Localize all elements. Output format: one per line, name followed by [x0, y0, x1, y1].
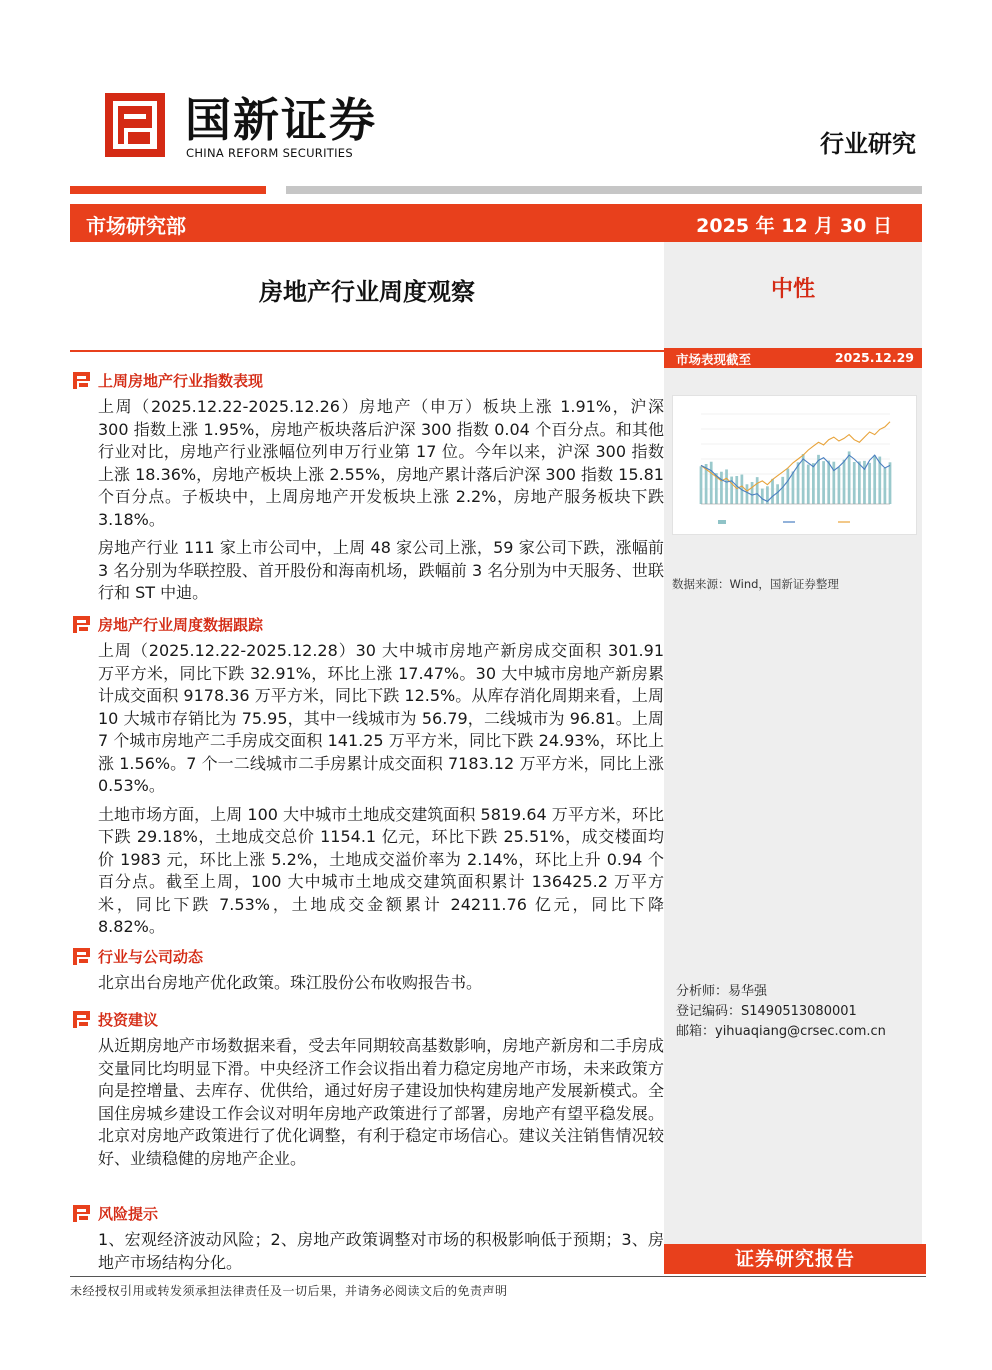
header-band: [70, 204, 922, 242]
section-risk-warning: [70, 1203, 664, 1274]
section-icon: [73, 372, 90, 389]
chart-bar: [700, 466, 703, 504]
chart-bar: [889, 462, 892, 504]
chart-bar: [858, 461, 861, 504]
brand-name: 国新证券: [185, 93, 377, 147]
chart-bar: [832, 462, 835, 504]
brand-logo: [105, 93, 165, 157]
section-weekly-data: [70, 614, 664, 939]
chart-bar: [827, 461, 830, 504]
chart-bar: [838, 467, 841, 504]
chart-bar: [868, 463, 871, 504]
chart-bar: [735, 476, 738, 504]
header-accent-bar: [70, 186, 266, 194]
footer-disclaimer: 未经授权引用或转发须承担法律责任及一切后果，并请务必阅读文后的免责声明: [70, 1284, 508, 1298]
report-type: 行业研究: [820, 130, 916, 158]
sidebar: [664, 242, 922, 1244]
chart-bar: [751, 482, 754, 504]
analyst-reg-no: 登记编码：S1490513080001: [676, 1004, 857, 1019]
section-title: 上周房地产行业指数表现: [98, 372, 264, 390]
paragraph: 1、宏观经济波动风险；2、房地产政策调整对市场的积极影响低于预期；3、房地产市场结构分化。: [98, 1230, 664, 1272]
section-title: 行业与公司动态: [98, 948, 204, 966]
header-grey-bar: [286, 186, 922, 194]
paragraph: 上周（2025.12.22-2025.12.28）30 大中城市房地产新房成交面积 301.91 万平方米，同比下跌 32.91%，环比上涨 17.47%。30 大中城市房地产新房累计成交面积 9178.36 万平方米，同比下跌 12.5%。从库存消化周期来看，上周 10 大城市存销比为 75.95，其中一线城市为 56.79，二线城市为 96.81。上周 7 个城市房地产二手房成交面积 141.25 万平方米，同比下跌 24.93%，环比上涨 1.56%。7 个一二线城市二手房累计成交面积 7183.12 万平方米，同比上涨 0.53%。: [98, 641, 664, 795]
chart-bar: [873, 455, 876, 504]
brand-name-en: CHINA REFORM SECURITIES: [186, 146, 353, 160]
section-icon: [73, 616, 90, 633]
page-title: 房地产行业周度观察: [259, 278, 475, 306]
paragraph: 土地市场方面，上周 100 大中城市土地成交建筑面积 5819.64 万平方米，环比下跌 29.18%，土地成交总价 1154.1 亿元，环比下跌 25.51%，成交楼面均价 1983 元，环比上涨 5.2%，土地成交溢价率为 2.14%，环比上升 0.94 个百分点。截至上周，100 大中城市土地成交建筑面积累计 136425.2 万平方米，同比下跌 7.53%，土地成交金额累计 24211.76 亿元，同比下降 8.82%。: [98, 804, 664, 936]
section-index-performance: [70, 370, 664, 605]
section-icon: [73, 948, 90, 965]
paragraph: 上周（2025.12.22-2025.12.26）房地产（申万）板块上涨 1.91%，沪深 300 指数上涨 1.95%，房地产板块落后沪深 300 指数 0.04 个百分点。和其他行业对比，房地产行业涨幅位列申万行业第 17 位。今年以来，沪深 300 指数上涨 18.36%，房地产板块上涨 2.55%，房地产累计落后沪深 300 指数 15.81 个百分点。子板块中，上周房地产开发板块上涨 2.2%，房地产服务板块下跌 3.18%。: [98, 397, 664, 529]
section-title: 房地产行业周度数据跟踪: [98, 616, 264, 634]
chart-bar: [761, 489, 764, 504]
chart-bar: [746, 484, 749, 504]
chart-bar: [771, 479, 774, 504]
chart-bar: [848, 451, 851, 504]
chart-bar: [884, 468, 887, 504]
analyst-email: 邮箱：yihuaqiang@crsec.com.cn: [676, 1024, 886, 1039]
rating-label: 中性: [770, 277, 815, 302]
footer-divider: [70, 1276, 926, 1277]
chart-bar: [756, 477, 759, 504]
chart-bar: [812, 463, 815, 504]
chart-bar: [853, 462, 856, 504]
report-label-bar: 证券研究报告: [664, 1244, 926, 1274]
paragraph: 从近期房地产市场数据来看，受去年同期较高基数影响，房地产新房和二手房成交量同比均明显下滑。中央经济工作会议指出着力稳定房地产市场，未来政策方向是控增量、去库存、优供给，通过好房子建设加快构建房地产发展新模式。全国住房城乡建设工作会议对明年房地产政策进行了部署，房地产有望平稳发展。北京对房地产政策进行了优化调整，有利于稳定市场信心。建议关注销售情况较好、业绩稳健的房地产企业。: [98, 1036, 664, 1168]
department-label: 市场研究部: [86, 214, 186, 238]
analyst-info: [676, 982, 886, 1042]
chart-bar: [807, 465, 810, 504]
divider: [70, 350, 664, 352]
paragraph: 房地产行业 111 家上市公司中，上周 48 家公司上涨，59 家公司下跌，涨幅前 3 名分别为华联控股、首开股份和海南机场，跌幅前 3 名分别为中天服务、世联行和 ST 中迪。: [98, 538, 664, 602]
chart-legend-swatch: [718, 520, 726, 524]
chart-bar: [710, 462, 713, 504]
chart-source: 数据来源：Wind，国新证券整理: [672, 577, 839, 591]
section-icon: [73, 1205, 90, 1222]
chart-bar: [720, 472, 723, 504]
market-performance-bar: [664, 348, 922, 368]
market-date: 2025.12.29: [834, 350, 914, 365]
report-date: 2025 年 12 月 30 日: [696, 215, 892, 237]
chart-bar: [822, 461, 825, 504]
market-chart: [672, 395, 917, 535]
chart-bar: [725, 469, 728, 504]
chart-bar: [786, 469, 789, 504]
paragraph: 北京出台房地产优化政策。珠江股份公布收购报告书。: [98, 973, 483, 992]
analyst-name: 分析师：易华强: [676, 984, 768, 999]
chart-series-line: [701, 422, 890, 491]
chart-series-line: [701, 455, 890, 501]
chart-bar: [802, 454, 805, 504]
chart-bar: [792, 471, 795, 504]
section-icon: [73, 1011, 90, 1028]
chart-bar: [843, 460, 846, 504]
chart-bar: [781, 477, 784, 504]
chart-bar: [797, 462, 800, 504]
section-investment-advice: [70, 1009, 664, 1170]
section-industry-news: [70, 946, 664, 995]
market-label: 市场表现截至: [676, 352, 752, 367]
chart-bar: [776, 484, 779, 504]
market-chart-svg: [673, 396, 918, 536]
section-title: 投资建议: [98, 1011, 159, 1029]
section-title: 风险提示: [98, 1205, 159, 1223]
